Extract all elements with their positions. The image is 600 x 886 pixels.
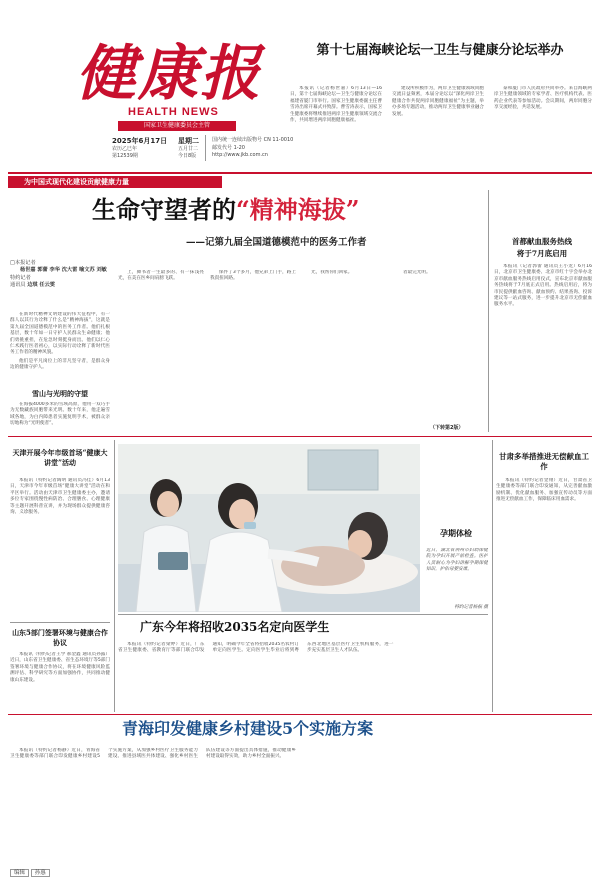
- reward-body: 本报讯（特约记者金翔）近日，甘肃省卫生健康委等部门联合印发通知，从完善献血激励机制、优化献血服务、加强宣传动员等方面推进无偿献血工作，保障临床用血需求。: [496, 478, 592, 503]
- article-col-2: 上，舞书者一生最多的、有一抹浅亮光，在美在医乡间肩膀飞跃。: [118, 270, 204, 282]
- brief2-body: 本报讯（特约记者陶明 通讯员冯佳）6月13日，天津市今年市级首场“健康大讲堂”活动在和平区举行。活动由天津市卫生健康委主办，邀请多位专家围绕慢性病防治、合理膳食、心理健康等主题开展科普宣讲，并为现场群众提供健康咨询、义诊服务。: [10, 478, 110, 516]
- article-intro: 在新时代精神文明建设的伟大征程中，有一群人以其行为诠释了什么是“精神海拔”，这就是第九届全国道德模范中的医务工作者。他们扎根基层，数十年如一日守护人民群众生命健康；他们勇挑重担，在危急时刻挺身而出。他们以仁心仁术践行医者初心，以实际行动诠释了新时代医务工作者的精神风貌。 他们是平凡岗位上的非凡坚守者，是群众身边的健康守护人。: [10, 312, 110, 371]
- footer-editor: [10, 868, 90, 878]
- byline-reporter-label: □本报记者: [10, 260, 36, 266]
- masthead-sponsor: 国家卫生健康委员会主管: [118, 121, 236, 131]
- main-title-prefix: 生命守望者的: [92, 195, 236, 224]
- masthead-pages: 今日8版: [178, 153, 197, 159]
- photo-caption-title: 孕期体检: [440, 528, 472, 538]
- bottom-body: 本报讯（特约记者杨静）近日，青海省卫生健康委等部门联合印发健康乡村建设5个实施方案，从加强乡村医疗卫生服务能力建设、推进县域医共体建设、强化乡村医生队伍建设等方面提出具体措施，推动健康乡村建设取得实效，助力乡村全面振兴。: [10, 748, 296, 760]
- forum-title: 第十七届海峡论坛一卫生与健康分论坛举办: [316, 43, 564, 58]
- byline-correspondent-label: 通讯员: [10, 282, 26, 289]
- brief1-title: 雪山与光明的守望: [32, 389, 88, 398]
- article-col-5: 者最完光明。: [403, 270, 431, 275]
- masthead-lunar2: 五月廿二: [178, 146, 199, 152]
- masthead-issue-no: 第12539期: [112, 153, 138, 159]
- masthead-website[interactable]: http://www.jkb.com.cn: [212, 152, 268, 158]
- footer-editor-name: 孙惠: [31, 869, 50, 877]
- forum-col-3: 泰和厦门市人民政府共同举办。来自海峡两岸卫生健康领域的专家学者、医疗机构代表、医药企业代表等参加活动。会议期间，两岸同胞分享交流经验，共话发展。: [494, 86, 592, 111]
- masthead-logo: 健康报: [76, 39, 262, 109]
- main-subtitle: ——记第九届全国道德模范中的医务工作者: [186, 237, 367, 248]
- article-col-4: 光，我帮你们回家。: [311, 270, 353, 275]
- photo-scene-illustration: [118, 444, 420, 612]
- masthead-postal: 邮发代号 1-20: [212, 145, 245, 151]
- photo-caption: 近日，湖北省荆州市妇幼保健院为孕妇开展产前检查。医护人员耐心为孕妇讲解孕期保健知识，护佑母婴安康。: [426, 548, 488, 573]
- brief3-title: 山东5部门签署环境与健康合作协议: [12, 628, 108, 647]
- brief3-body: 本报讯（特约记者王学 郝金鑫 通讯员孙露）近日，山东省卫生健康委、省生态环境厅等5部门签署环境与健康合作协议，将在环境健康风险监测评估、科学研究等方面加强协作，共同推动健康山东建设。: [10, 652, 110, 683]
- recruit-title: 广东今年将招收2035名定向医学生: [140, 620, 330, 634]
- byline-correspondents: 边琪 任云雯: [27, 282, 55, 289]
- masthead-date: 2025年6月17日: [112, 137, 168, 145]
- continue-note[interactable]: （下转第2版）: [430, 425, 464, 431]
- main-title: [92, 194, 492, 226]
- bottom-title: 青海印发健康乡村建设5个实施方案: [122, 719, 374, 738]
- byline-block: [10, 260, 110, 306]
- footer-editor-label: 编辑: [10, 869, 29, 877]
- masthead-english-name: HEALTH NEWS: [128, 106, 219, 118]
- news-photo: [118, 444, 420, 612]
- article-col-3: 保件了3个多月，他兄弟上门手，路上我叔扭回路。: [210, 270, 296, 282]
- forum-col-1: 本报讯（记者杨世嘉）6月13日—16日，第十七届海峡论坛—卫生与健康分论坛在福建省厦门市举行。国家卫生健康委副主任曹雪涛出席开幕式并致辞。曹雪涛表示，国家卫生健康委将继续推进两岸卫生健康领域交流合作，共同增进两岸同胞健康福祉。: [290, 86, 382, 124]
- masthead-issn: 国内统一连续出版物号 CN 11-0010: [212, 137, 294, 143]
- deadline-subtitle: 将于7月底启用: [516, 249, 568, 258]
- forum-col-2: 建设所积极作为，两岸卫生健康领域同胞交流日益频密，本届分论坛以“深化两岸卫生健康合作共促两岸同胞健康福祉”为主题，举办多场专题活动，推动两岸卫生健康事业融合发展。: [392, 86, 484, 117]
- masthead-weekday: 星期二: [178, 137, 199, 145]
- photo-credit: 特约记者杨振 摄: [454, 605, 488, 610]
- reward-title: 甘肃多举措推进无偿献血工作: [499, 452, 589, 471]
- byline-reporters: 杨世嘉 郭蕾 李华 沈大雷 喻文苏 刘敏: [20, 267, 107, 274]
- brief1-body: 在海拔4000多米的雪域高原，他用一双巧手为无数藏族同胞带来光明。数十年来，他走遍雪域各地，为白内障患者实施复明手术，被群众亲切地称为“光明使者”。: [10, 402, 110, 427]
- section-banner: 为中国式现代化建设贡献健康力量: [8, 176, 222, 188]
- byline-special-label: 特约记者: [10, 274, 31, 281]
- deadline-body: 本报讯（记者郭蕾 通讯员王小龙）6月16日，北京市卫生健康委、北京市红十字会举办北京市献血服务热线启用仪式，宣布北京市献血服务热线将于7月底正式启用。热线启用后，将为市民提供献血咨询、献血预约、结果查询、投诉建议等一站式服务，进一步提升北京市无偿献血服务水平。: [494, 264, 592, 308]
- masthead-lunar1: 农历乙巳年: [112, 146, 138, 152]
- recruit-body: 本报讯（特约记者梁婷）近日，广东省卫生健康委、省教育厅等部门联合印发通知，明确今年全省将招收2035名农村订单定向医学生。定向医学生毕业后将到粤东西北地区基层医疗卫生机构服务，进一步充实基层卫生人才队伍。: [118, 642, 394, 654]
- main-title-highlight: “精神海拔”: [236, 195, 360, 224]
- brief2-title: 天津开展今年市级首场“健康大讲堂”活动: [12, 448, 108, 467]
- deadline-title: 首都献血服务热线: [512, 237, 572, 246]
